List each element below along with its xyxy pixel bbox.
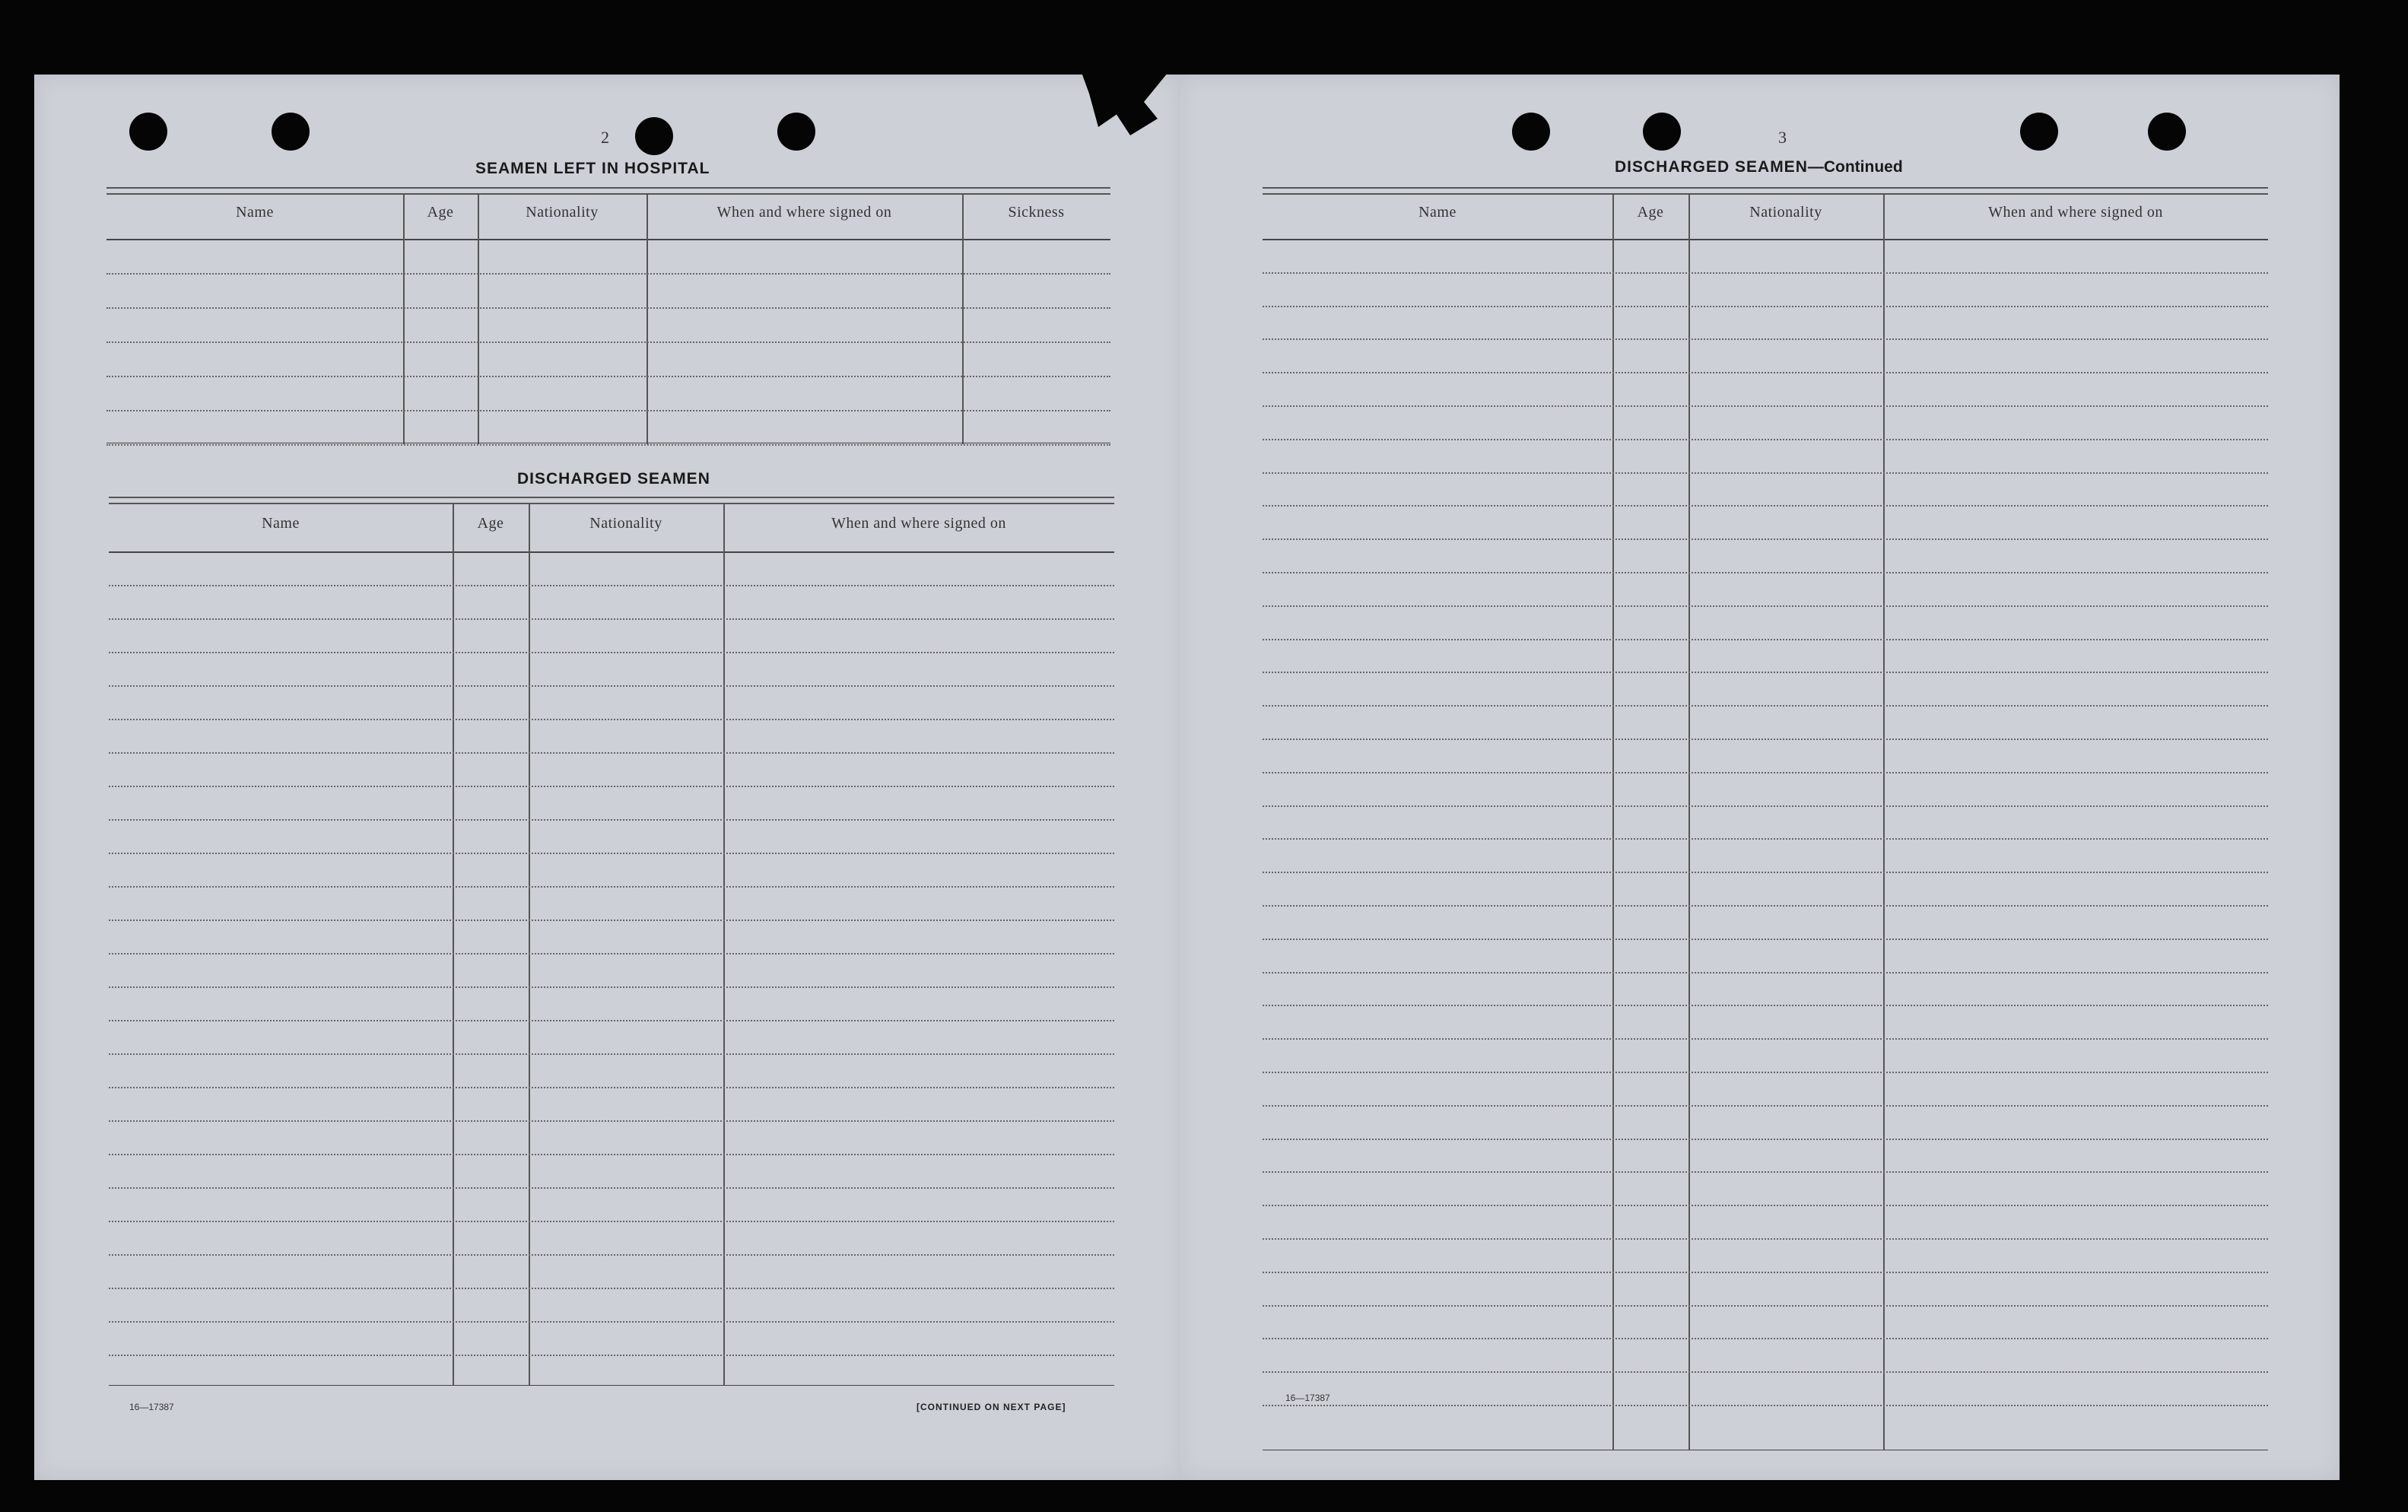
table-row <box>109 1221 1114 1222</box>
table-row <box>1263 772 2268 773</box>
table-row <box>109 1355 1114 1356</box>
table-top-rule <box>1263 187 2268 195</box>
table-row <box>1263 572 2268 573</box>
table-row <box>1263 1371 2268 1373</box>
table-row <box>1263 1305 2268 1307</box>
table-row <box>1263 439 2268 440</box>
table-row <box>1263 1072 2268 1073</box>
hospital-table <box>106 187 1110 449</box>
table-row <box>1263 1171 2268 1173</box>
table-row <box>109 819 1114 821</box>
header-rule <box>106 239 1110 240</box>
table-bottom-rule <box>109 1385 1114 1386</box>
table-top-rule <box>109 497 1114 504</box>
table-row <box>1263 872 2268 873</box>
punch-hole <box>1512 113 1550 151</box>
table-row <box>1263 705 2268 707</box>
table-row <box>1263 338 2268 340</box>
column-divider <box>962 193 964 444</box>
punch-hole <box>777 113 815 151</box>
column-header-signed-on: When and where signed on <box>716 204 892 221</box>
column-divider <box>403 193 405 444</box>
table-row <box>1263 405 2268 407</box>
title-suffix: —Continued <box>1807 158 1903 176</box>
table-row <box>1263 505 2268 507</box>
column-header-name: Name <box>1418 204 1457 221</box>
table-row <box>1263 905 2268 907</box>
table-row <box>109 752 1114 754</box>
title-main: DISCHARGED SEAMEN <box>1615 158 1808 176</box>
punch-hole <box>272 113 310 151</box>
form-number: 16—17387 <box>1285 1393 1330 1403</box>
table-row <box>109 1020 1114 1021</box>
table-row <box>109 786 1114 787</box>
table-row <box>1263 739 2268 740</box>
table-row <box>109 1254 1114 1256</box>
table-row <box>1263 805 2268 807</box>
table-row <box>109 719 1114 720</box>
page-number: 3 <box>1778 128 1787 147</box>
table-row <box>109 1288 1114 1289</box>
punch-hole <box>635 117 673 155</box>
column-header-nationality: Nationality <box>589 515 662 532</box>
column-header-signed-on: When and where signed on <box>1988 204 2163 221</box>
table-row <box>109 986 1114 988</box>
form-number: 16—17387 <box>129 1402 174 1412</box>
column-header-nationality: Nationality <box>1749 204 1822 221</box>
table-row <box>1263 1105 2268 1107</box>
table-row <box>109 1154 1114 1155</box>
table-row <box>109 618 1114 620</box>
column-divider <box>1612 193 1614 1450</box>
left-form-page <box>34 75 1183 1480</box>
table-row <box>1263 372 2268 373</box>
column-header-signed-on: When and where signed on <box>831 515 1006 532</box>
discharged-continued-title <box>1615 158 1903 176</box>
table-row <box>106 307 1110 309</box>
discharged-table <box>109 497 1114 1390</box>
table-row <box>1263 939 2268 940</box>
table-row <box>109 853 1114 854</box>
column-header-sickness: Sickness <box>1008 204 1065 221</box>
hospital-section-title: SEAMEN LEFT IN HOSPITAL <box>475 160 710 177</box>
table-row <box>106 410 1110 411</box>
discharged-continued-table <box>1263 187 2268 1453</box>
column-header-age: Age <box>477 515 504 532</box>
punch-hole <box>2020 113 2058 151</box>
column-header-nationality: Nationality <box>526 204 599 221</box>
table-row <box>109 1187 1114 1189</box>
table-row <box>109 1120 1114 1122</box>
table-row <box>1263 472 2268 474</box>
table-row <box>109 585 1114 586</box>
table-row <box>1263 272 2268 274</box>
table-row <box>1263 639 2268 640</box>
table-row <box>1263 1038 2268 1040</box>
table-row <box>1263 1205 2268 1206</box>
right-form-page <box>1177 75 2340 1480</box>
table-row <box>109 953 1114 955</box>
header-rule <box>1263 239 2268 240</box>
table-top-rule <box>106 187 1110 195</box>
table-row <box>106 273 1110 275</box>
discharged-section-title: DISCHARGED SEAMEN <box>517 470 710 488</box>
punch-hole <box>129 113 167 151</box>
table-row <box>106 376 1110 377</box>
table-row <box>1263 672 2268 673</box>
table-row <box>1263 1272 2268 1273</box>
column-divider <box>453 503 454 1385</box>
continued-note: [CONTINUED ON NEXT PAGE] <box>917 1402 1066 1412</box>
page-number: 2 <box>601 128 609 147</box>
punch-hole <box>2148 113 2186 151</box>
punch-hole <box>1643 113 1681 151</box>
column-divider <box>1883 193 1885 1450</box>
table-row <box>109 886 1114 888</box>
table-row <box>109 1087 1114 1088</box>
column-divider <box>646 193 648 444</box>
column-divider <box>478 193 479 444</box>
table-row <box>109 1053 1114 1055</box>
table-row <box>106 444 1110 446</box>
table-row <box>1263 1139 2268 1140</box>
column-divider <box>1688 193 1690 1450</box>
table-row <box>1263 306 2268 307</box>
table-row <box>109 685 1114 687</box>
table-row <box>109 1321 1114 1323</box>
table-row <box>109 652 1114 653</box>
column-divider <box>529 503 530 1385</box>
table-row <box>109 920 1114 921</box>
table-row <box>106 341 1110 343</box>
table-row <box>1263 1405 2268 1406</box>
table-row <box>1263 1005 2268 1006</box>
column-header-name: Name <box>236 204 274 221</box>
column-header-age: Age <box>1637 204 1664 221</box>
table-row <box>1263 1238 2268 1240</box>
column-divider <box>723 503 725 1385</box>
table-row <box>1263 972 2268 974</box>
table-row <box>1263 538 2268 540</box>
column-header-age: Age <box>427 204 454 221</box>
table-row <box>1263 1338 2268 1339</box>
column-header-name: Name <box>262 515 300 532</box>
header-rule <box>109 551 1114 553</box>
table-row <box>1263 838 2268 840</box>
table-row <box>1263 605 2268 607</box>
